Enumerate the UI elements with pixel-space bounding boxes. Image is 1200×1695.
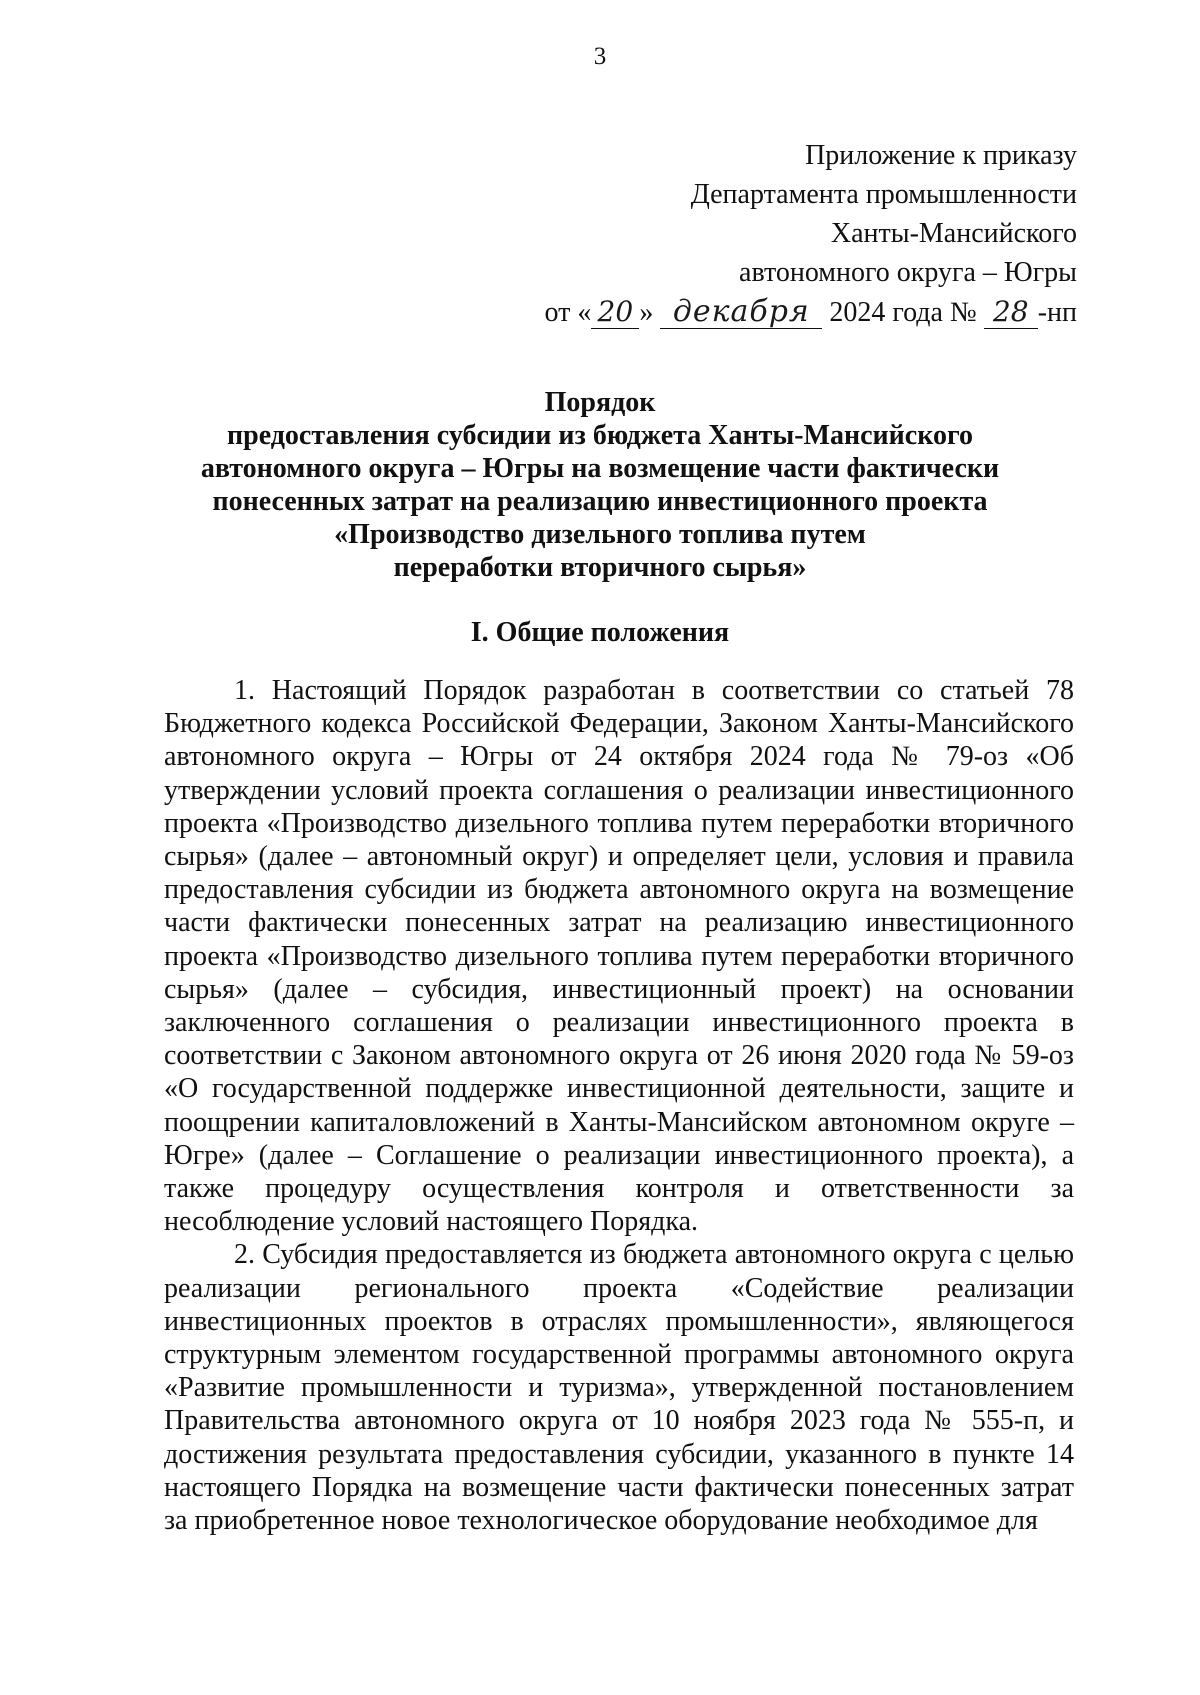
paragraph-2: 2. Субсидия предоставляется из бюджета автономного округа с целью реализации регионального проекта «Содействие реализации инвестиционных проектов в отраслях промышленности», являющегося структурным элементом государственной программы автономного округа «Развитие промышленности и туризма», утвержденной постановлением Правительства автономного округа от 10 ноября 2023 года № 555-п, и достижения результата предоставления субсидии, указанного в пункте 14 настоящего Порядка на возмещение части фактически понесенных затрат за приобретенное новое технологическое оборудование необходимое для bbox=[164, 1239, 1074, 1537]
paragraph-1: 1. Настоящий Порядок разработан в соответствии со статьей 78 Бюджетного кодекса Российской Федерации, Законом Ханты-Мансийского автономного округа – Югры от 24 октября 2024 года № 79-оз «Об утверждении условий проекта соглашения о реализации инвестиционного проекта «Производство дизельного топлива путем переработки вторичного сырья» (далее – автономный округ) и определяет цели, условия и правила предоставления субсидии из бюджета автономного округа на возмещение части фактически понесенных затрат на реализацию инвестиционного проекта «Производство дизельного топлива путем переработки вторичного сырья» (далее – субсидия, инвестиционный проект) на основании заключенного соглашения о реализации инвестиционного проекта в соответствии с Законом автономного округа от 26 июня 2020 года № 59-оз «О государственной поддержке инвестиционной деятельности, защите и поощрении капиталовложений в Ханты-Мансийском автономном округе – Югре» (далее – Соглашение о реализации инвестиционного проекта), а также процедуру осуществления контроля и ответственности за несоблюдение условий настоящего Порядка. bbox=[164, 675, 1074, 1238]
number-suffix: -нп bbox=[1037, 297, 1077, 328]
appendix-line-3: Ханты-Мансийского bbox=[830, 218, 1077, 249]
title-line-2: предоставления субсидии из бюджета Ханты-Мансийского bbox=[227, 420, 973, 451]
handwritten-month: декабря bbox=[660, 292, 822, 331]
date-year: 2024 года № bbox=[829, 297, 977, 328]
appendix-line-2: Департамента промышленности bbox=[690, 179, 1077, 210]
handwritten-number: 28 bbox=[984, 292, 1038, 331]
date-prefix: от « bbox=[544, 297, 592, 328]
date-mid: » bbox=[639, 297, 654, 328]
title-line-3: автономного округа – Югры на возмещение части фактически bbox=[200, 453, 1000, 484]
title-line-6: переработки вторичного сырья» bbox=[393, 552, 807, 583]
section-heading: I. Общие положения bbox=[470, 617, 730, 648]
appendix-line-1: Приложение к приказу bbox=[805, 140, 1077, 171]
page-number: 3 bbox=[593, 43, 607, 70]
title-line-5: «Производство дизельного топлива путем bbox=[334, 519, 866, 550]
body-text bbox=[164, 674, 1074, 1537]
appendix-date-line bbox=[544, 292, 1077, 332]
title-line-4: понесенных затрат на реализацию инвестиционного проекта bbox=[212, 486, 988, 517]
appendix-line-4: автономного округа – Югры bbox=[739, 257, 1077, 288]
document-title bbox=[140, 386, 1060, 584]
handwritten-day: 20 bbox=[591, 292, 639, 331]
appendix-header bbox=[544, 136, 1077, 332]
title-line-1: Порядок bbox=[544, 387, 656, 418]
